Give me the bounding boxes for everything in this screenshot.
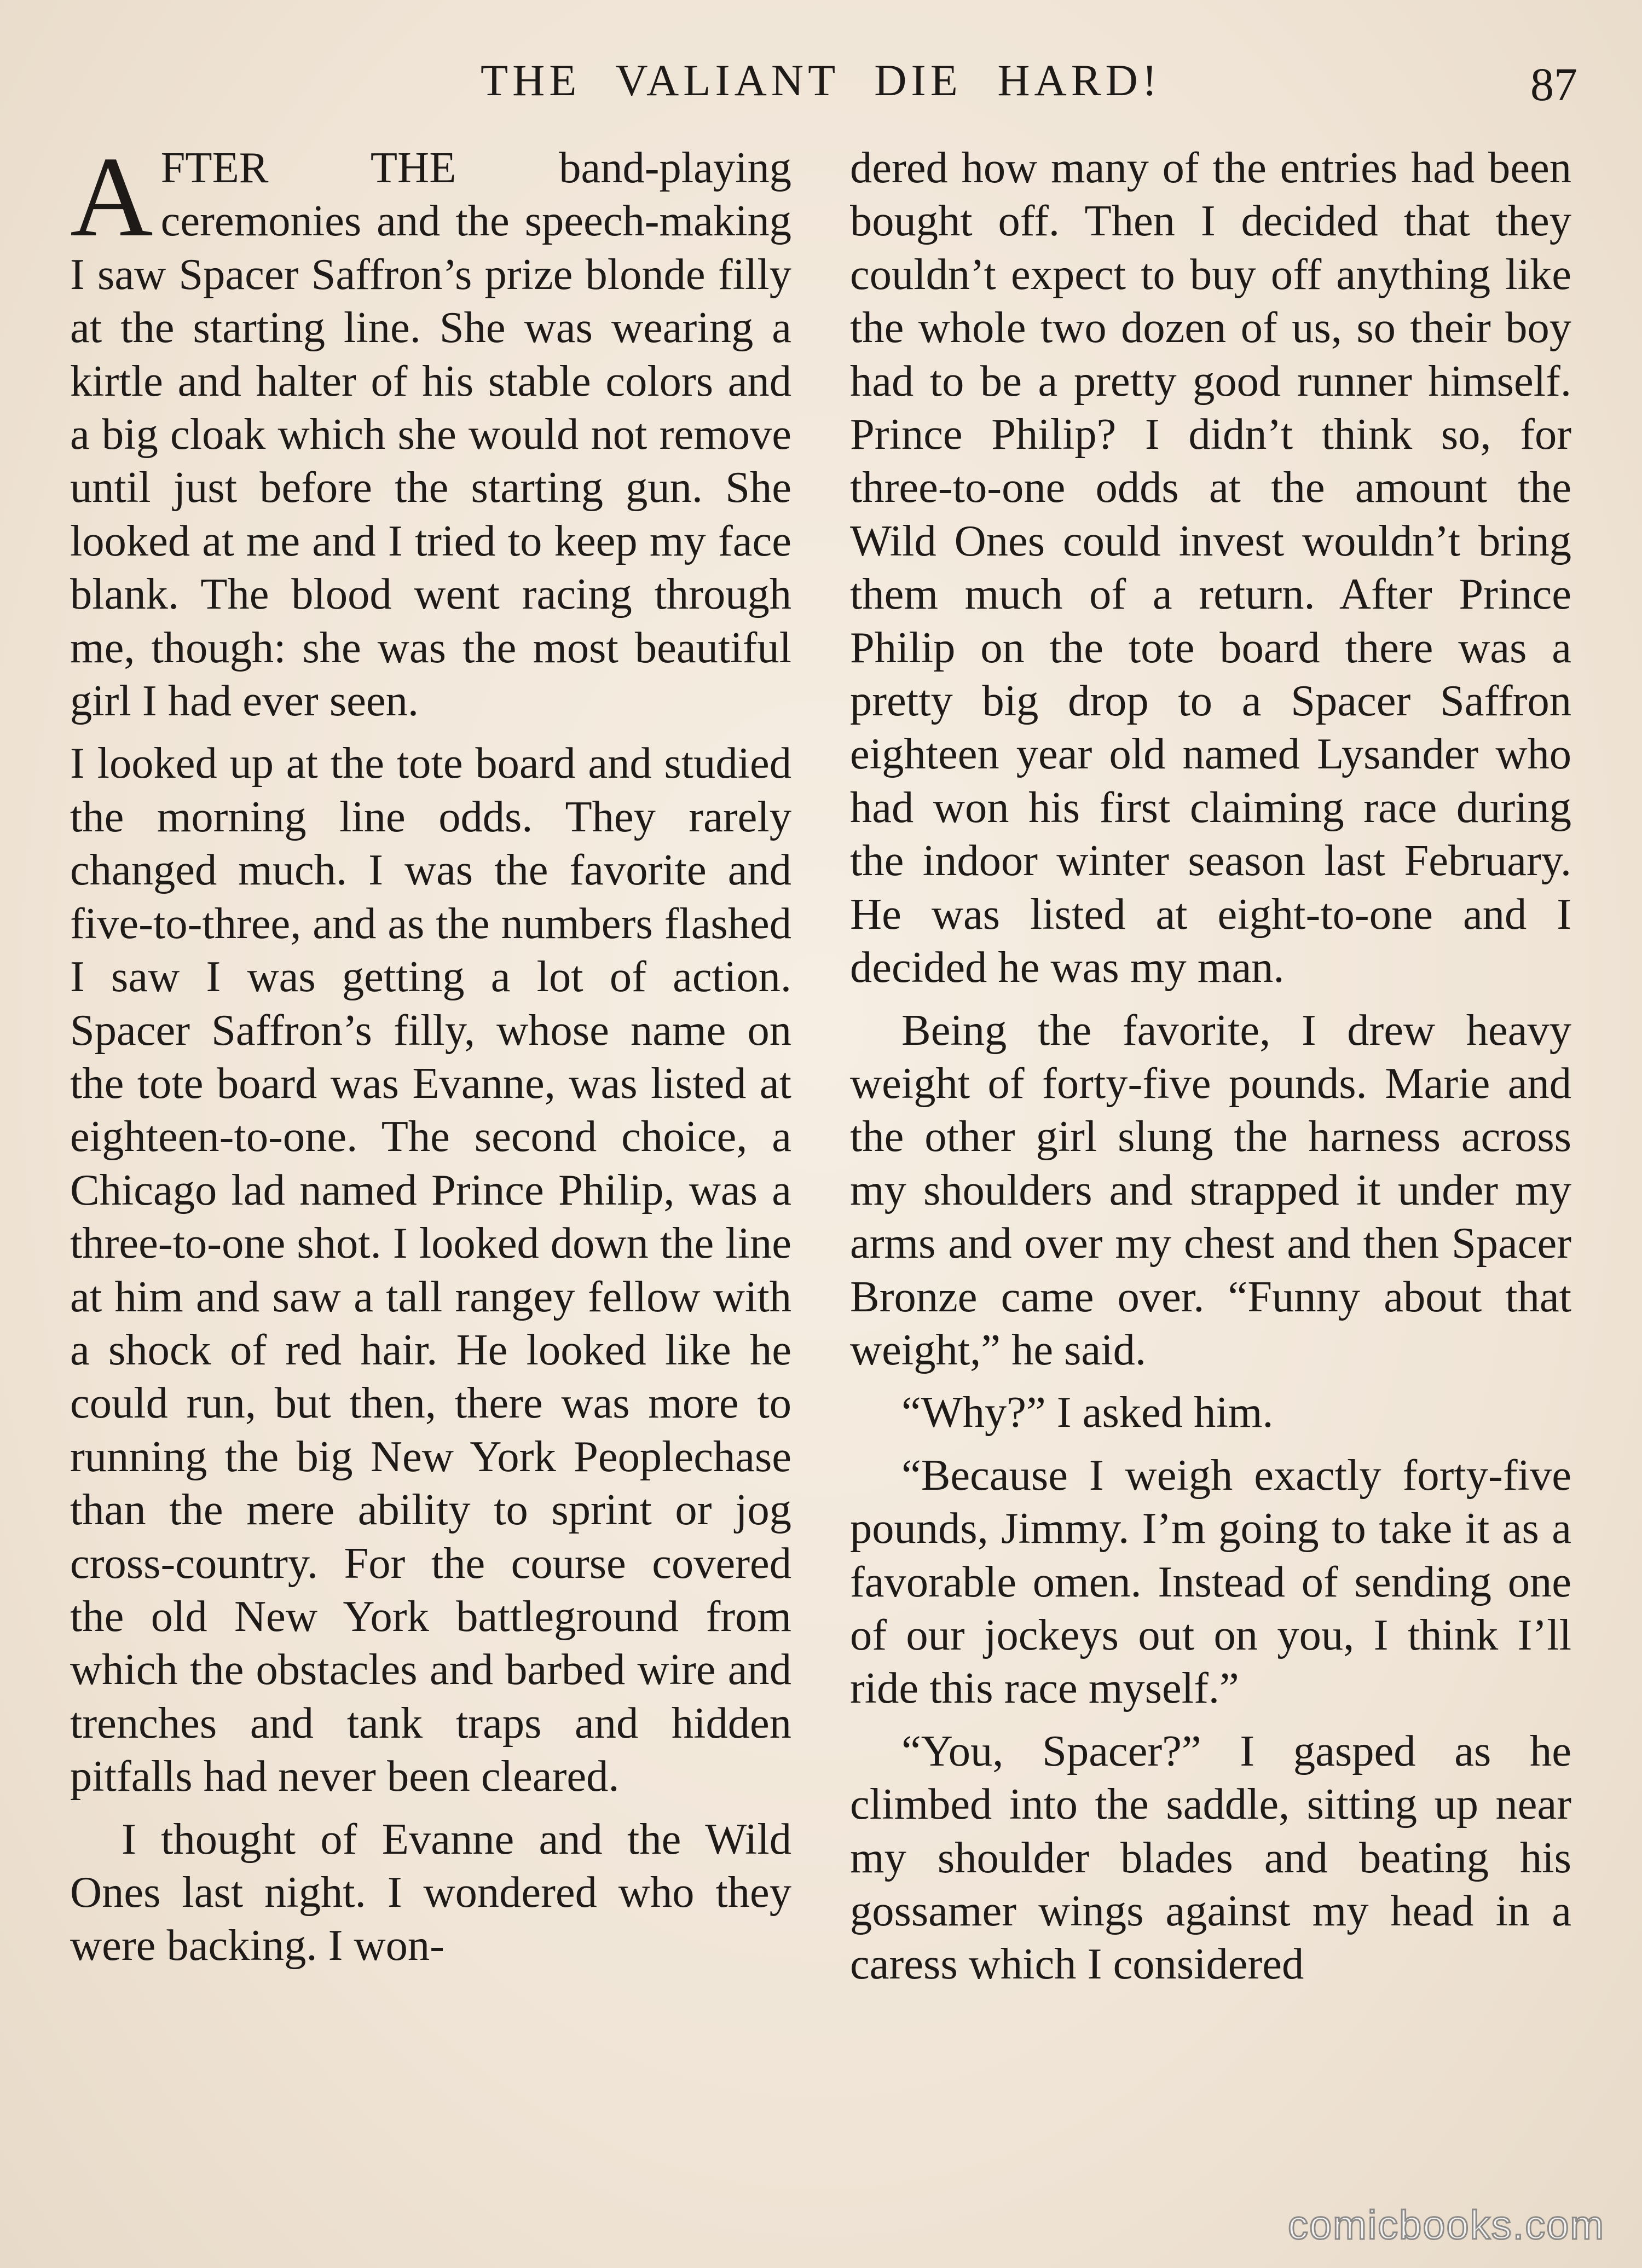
right-column (850, 141, 1571, 2000)
paragraph: dered how many of the entries had been bought off. Then I decided that they couldn’t expect to buy off anything like the whole two dozen of us, so their boy had to be a pretty good runner himself. Prince Philip? I didn’t think so, for three-to-one odds at the amount the Wild Ones could invest wouldn’t bring them much of a return. After Prince Philip on the tote board there was a pretty big drop to a Spacer Saffron eighteen year old named Lysander who had won his first claiming race during the indoor winter season last February. He was listed at eight-to-one and I decided he was my man. (850, 143, 1571, 992)
opening-paragraph (70, 134, 791, 727)
paragraph: I looked up at the tote board and studied the morning line odds. They rarely changed much. I was the favorite and five-to-three, and as the numbers flashed I saw I was getting a lot of action. Spacer Saffron’s filly, whose name on the tote board was Evanne, was listed at eighteen-to-one. The second choice, a Chicago lad named Prince Philip, was a three-to-one shot. I looked down the line at him and saw a tall rangey fellow with a shock of red hair. He looked like he could run, but then, there was more to running the big New York Peoplechase than the mere ability to sprint or jog cross-country. For the course covered the old New York battleground from which the obstacles and barbed wire and trenches and tank traps and hidden pitfalls had never been cleared. (70, 739, 791, 1801)
left-column (70, 134, 791, 1982)
page-number: 87 (1530, 58, 1577, 111)
paragraph: “You, Spacer?” I gasped as he climbed into the saddle, sitting up near my shoulder blades and beating his gossamer wings against my head in a caress which I considered (850, 1726, 1571, 1989)
drop-cap: A (70, 134, 153, 261)
paragraph: I thought of Evanne and the Wild Ones last night. I wondered who they were backing. I won- (70, 1814, 791, 1970)
paragraph: “Why?” I asked him. (901, 1388, 1274, 1437)
paragraph-text: FTER THE band-playing ceremonies and the speech-making I saw Spacer Saffron’s prize blonde filly at the starting line. She was wearing a kirtle and halter of his stable colors and a big cloak which she would not remove until just before the starting gun. She looked at me and I tried to keep my face blank. The blood went racing through me, though: she was the most beautiful girl I had ever seen. (70, 143, 791, 726)
paragraph: “Because I weigh exactly forty-five pounds, Jimmy. I’m going to take it as a favorable omen. Instead of sending one of our jockeys out on you, I think I’ll ride this race myself.” (850, 1450, 1571, 1713)
running-title: THE VALIANT DIE HARD! (481, 55, 1161, 105)
watermark: comicbooks.com (1287, 2202, 1605, 2248)
paragraph: Being the favorite, I drew heavy weight of forty-five pounds. Marie and the other girl slung the harness across my shoulders and strapped it under my arms and over my chest and then Spacer Bronze came over. “Funny about that weight,” he said. (850, 1005, 1571, 1374)
